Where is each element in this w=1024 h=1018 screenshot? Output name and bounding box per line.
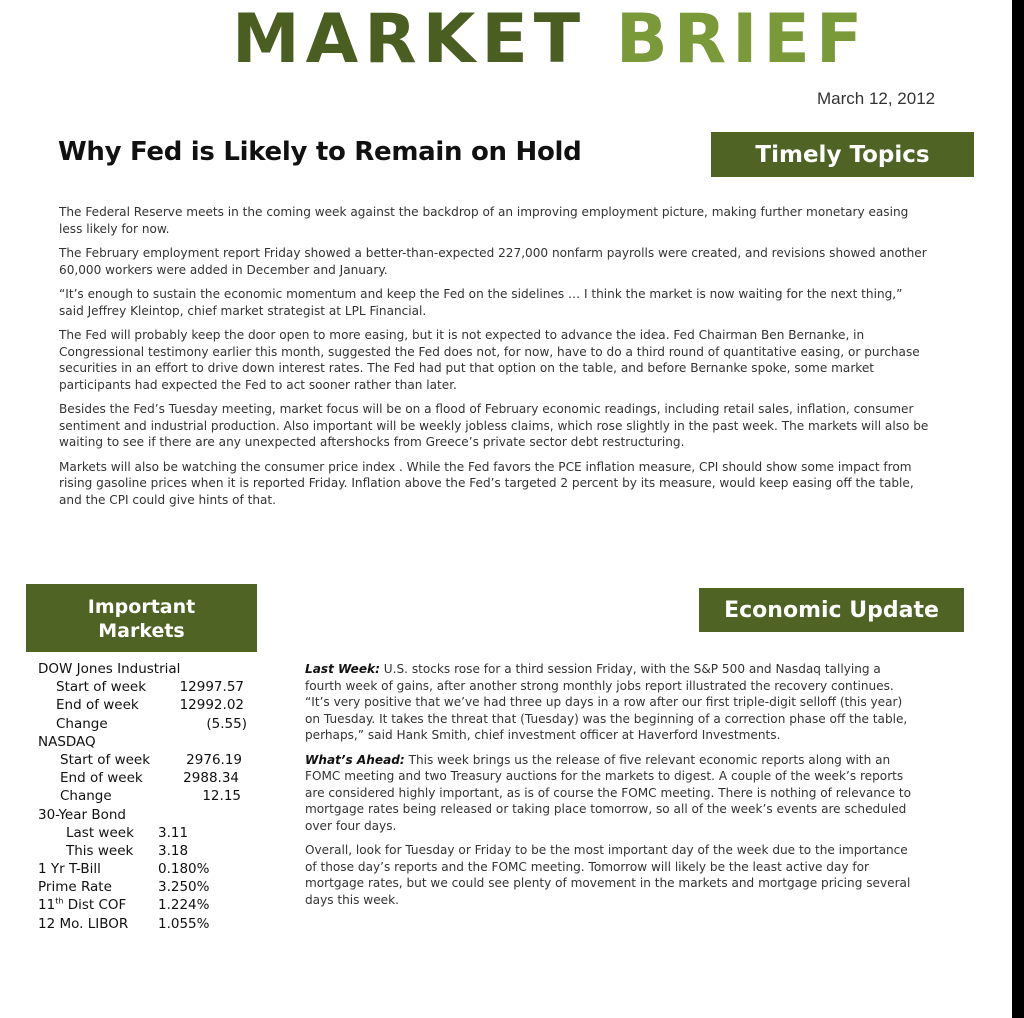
important-markets-label: Important Markets: [87, 596, 196, 642]
whats-ahead-text: This week brings us the release of five relevant economic reports along with an FOMC meeting and two Treasury auctions for the markets to digest. A couple of the week’s reports are considered highly important, as is of course the FOMC meeting. There is nothing of relevance to mortgage rates being released or taking place tomorrow, so all of the week’s events are scheduled over four days.: [305, 752, 912, 833]
masthead-title: [232, 0, 869, 79]
cof-row: [38, 896, 268, 914]
overall-paragraph: Overall, look for Tuesday or Friday to be the most important day of the week due to the importance of those day’s reports and the FOMC meeting. Tomorrow will likely be the least active day for mortgage rates, but we could see plenty of movement in the markets and mortgage pricing several days this week.: [305, 843, 911, 907]
bond-last-row: [38, 824, 268, 842]
article-paragraph: The Federal Reserve meets in the coming week against the backdrop of an improving employment picture, making further monetary easing less likely for now.: [59, 205, 909, 236]
last-week-paragraph: [305, 661, 917, 744]
libor-row: [38, 915, 268, 933]
cof-label: [38, 896, 126, 914]
nasdaq-change-value: 12.15: [202, 788, 241, 805]
bond-last-label: Last week: [66, 824, 134, 841]
bond-last-value: 3.11: [158, 824, 189, 841]
nasdaq-start-label: Start of week: [60, 751, 151, 768]
nasdaq-header-row: [38, 733, 268, 751]
prime-row: [38, 878, 268, 896]
article-paragraph: The Fed will probably keep the door open to more easing, but it is not expected to advance the idea. Fed Chairman Ben Bernanke, in Congressional testimony earlier this month, suggested the Fed does not, for now, have to do a third round of quantitative easing, or purchase securities in an effort to drive down interest rates. The Fed had put that option on the table, and before Bernanke spoke, some market participants had expected the Fed to act sooner rather than later.: [59, 328, 920, 392]
economic-update-banner: [699, 588, 964, 632]
article-body: [59, 204, 929, 516]
dow-start-value: 12997.57: [179, 679, 244, 696]
dow-start-label: Start of week: [56, 679, 147, 696]
bond-header-row: [38, 806, 268, 824]
bond-this-value: 3.18: [158, 842, 189, 859]
nasdaq-label: NASDAQ: [38, 733, 96, 750]
nasdaq-change-label: Change: [60, 788, 112, 805]
nasdaq-end-value: 2988.34: [183, 770, 239, 787]
nasdaq-end-label: End of week: [60, 770, 143, 787]
whats-ahead-paragraph: [305, 752, 917, 835]
article-headline: Why Fed is Likely to Remain on Hold: [58, 137, 582, 167]
cof-label-pre: 11: [38, 897, 56, 914]
cof-label-sup: th: [55, 896, 64, 906]
dow-label: DOW Jones Industrial: [38, 661, 181, 677]
dow-change-label: Change: [56, 715, 108, 732]
economic-update-label: Economic Update: [724, 597, 939, 623]
dow-change-row: [38, 715, 268, 733]
markets-table: [38, 660, 268, 933]
timely-topics-banner: [711, 132, 974, 177]
whats-ahead-label: What’s Ahead:: [305, 752, 405, 767]
tbill-row: [38, 860, 268, 878]
prime-value: 3.250%: [158, 879, 210, 896]
tbill-label: 1 Yr T-Bill: [38, 861, 101, 878]
economic-update-body: [305, 661, 917, 916]
article-paragraph: “It’s enough to sustain the economic momentum and keep the Fed on the sidelines … I think the market is now waiting for the next thing,” said Jeffrey Kleintop, chief market strategist at LPL Financial.: [59, 287, 903, 318]
masthead-word-brief: BRIEF: [615, 0, 869, 79]
article-paragraph: Markets will also be watching the consumer price index . While the Fed favors the PCE inflation measure, CPI should show some impact from rising gasoline prices when it is reported Friday. Inflation above the Fed’s targeted 2 percent by its measure, would keep easing off the table, and the CPI could give hints of that.: [59, 459, 914, 507]
bond-label: 30-Year Bond: [38, 806, 126, 823]
nasdaq-change-row: [38, 787, 268, 805]
last-week-text: U.S. stocks rose for a third session Friday, with the S&P 500 and Nasdaq tallying a fourth week of gains, after another strong monthly jobs report illustrated the recovery continues. “It’s very positive that we’ve had three up days in a row after our first triple-digit selloff (this year) on Tuesday. It takes the threat that (Tuesday) was the beginning of a correction phase off the table, perhaps,” said Hank Smith, chief investment officer at Haverford Investments.: [305, 662, 908, 742]
dow-header-row: [38, 660, 268, 678]
dow-end-value: 12992.02: [179, 697, 244, 714]
article-paragraph: Besides the Fed’s Tuesday meeting, market focus will be on a flood of February economic readings, including retail sales, inflation, consumer sentiment and industrial production. Also important will be weekly jobless claims, which rose slightly in the past week. The markets will also be waiting to see if there are any unexpected aftershocks from Greece’s private sector debt restructuring.: [59, 402, 929, 449]
dow-end-label: End of week: [56, 697, 139, 714]
cof-label-post: Dist COF: [63, 897, 127, 914]
dow-end-row: [38, 696, 268, 714]
dow-start-row: [38, 678, 268, 696]
nasdaq-start-row: [38, 751, 268, 769]
masthead-word-market: MARKET: [232, 0, 587, 79]
article-paragraph: The February employment report Friday showed a better-than-expected 227,000 nonfarm payrolls were created, and revisions showed another 60,000 workers were added in December and January.: [59, 246, 927, 277]
tbill-value: 0.180%: [158, 861, 210, 878]
libor-label: 12 Mo. LIBOR: [38, 915, 129, 932]
nasdaq-start-value: 2976.19: [186, 751, 242, 768]
bond-this-row: [38, 842, 268, 860]
page-edge-bar: [1012, 0, 1024, 1018]
timely-topics-label: Timely Topics: [755, 141, 930, 168]
bond-this-label: This week: [66, 842, 134, 859]
important-markets-banner: [26, 584, 257, 652]
libor-value: 1.055%: [158, 915, 210, 932]
dow-change-value: (5.55): [206, 715, 247, 732]
issue-date: March 12, 2012: [817, 89, 936, 108]
cof-value: 1.224%: [158, 897, 210, 914]
prime-label: Prime Rate: [38, 879, 112, 896]
nasdaq-end-row: [38, 769, 268, 787]
last-week-label: Last Week:: [305, 662, 380, 676]
